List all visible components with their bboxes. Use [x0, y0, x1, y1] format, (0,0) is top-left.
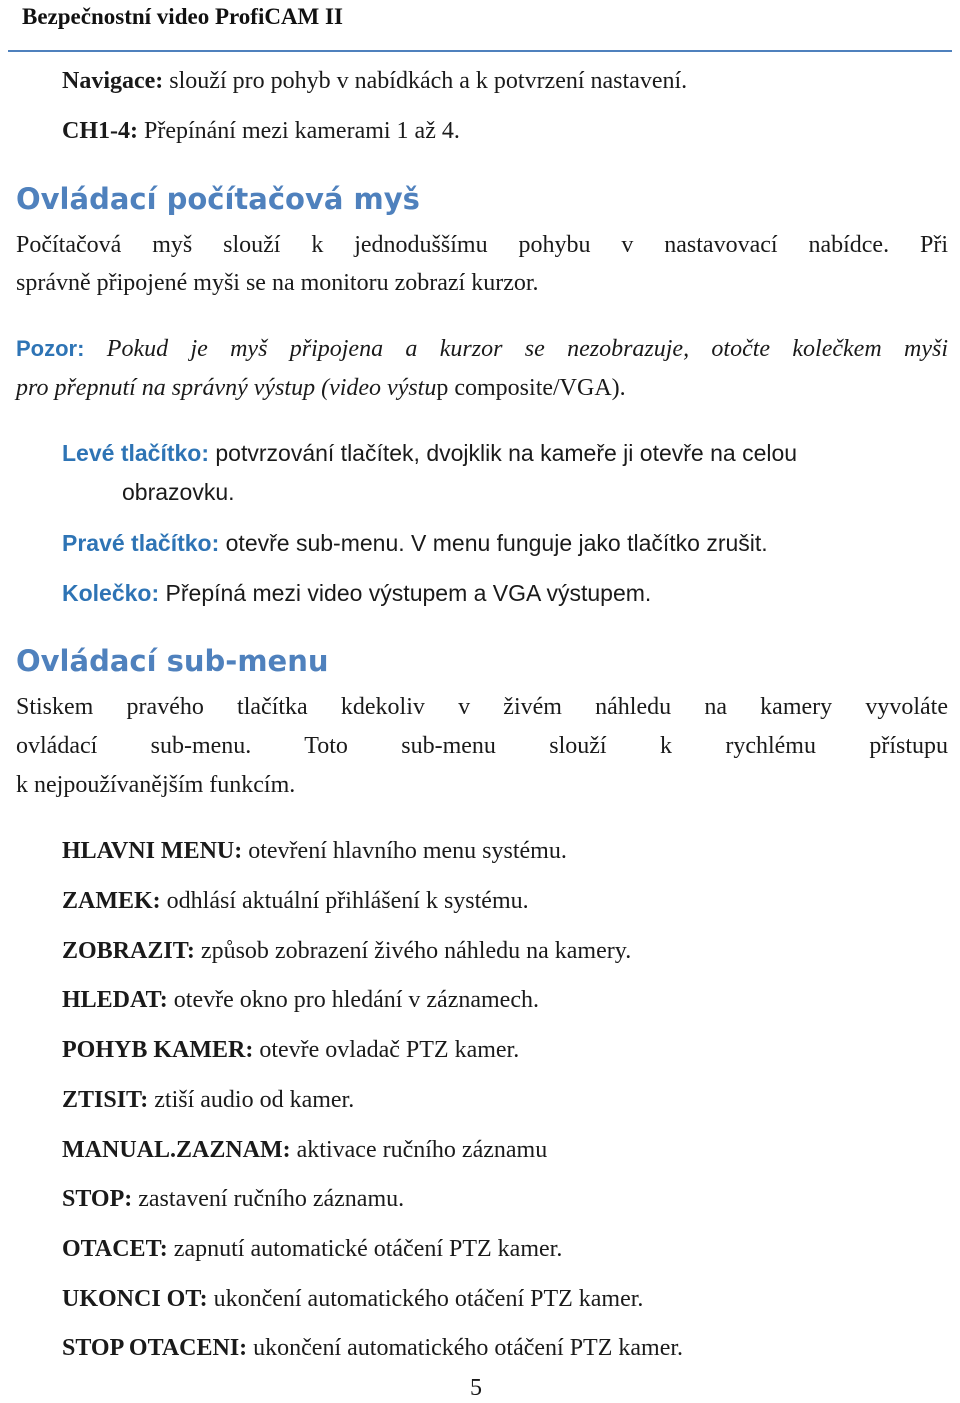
term: ZOBRAZIT: [62, 938, 195, 964]
paragraph-line: Počítačová myš slouží k jednoduššímu pohybu v nastavovací nabídce. Při [16, 232, 948, 258]
mouse-item-left-button-cont: obrazovku. [122, 479, 235, 505]
running-header: Bezpečnostní video ProfiCAM II [22, 4, 343, 29]
section-heading-submenu: Ovládací sub-menu [16, 644, 329, 678]
warning-line [16, 334, 948, 364]
paragraph-line: ovládací sub-menu. Toto sub-menu slouží k rychlému přístupu [16, 733, 948, 759]
submenu-item [62, 1184, 404, 1214]
description: aktivace ručního záznamu [290, 1137, 548, 1163]
description: otevření hlavního menu systému. [242, 838, 567, 864]
description: zapnutí automatické otáčení PTZ kamer. [167, 1236, 563, 1262]
term: Pravé tlačítko: [62, 530, 220, 556]
warning-term: Pozor: [16, 336, 85, 361]
term: STOP: [62, 1186, 133, 1212]
submenu-item [62, 1135, 547, 1165]
description: slouží pro pohyb v nabídkách a k potvrzení nastavení. [163, 68, 688, 94]
submenu-item [62, 936, 631, 966]
term: OTACET: [62, 1236, 168, 1262]
mouse-item-right-button [62, 528, 768, 558]
description: Přepínání mezi kamerami 1 až 4. [137, 118, 460, 144]
term: ZTISIT: [62, 1087, 149, 1113]
submenu-item [62, 1234, 562, 1264]
warning-line2 [16, 373, 626, 403]
warning-paragraph [16, 334, 948, 364]
remote-item-channels [62, 116, 460, 146]
remote-item-navigation [62, 66, 687, 96]
term: HLEDAT: [62, 987, 168, 1013]
term: ZAMEK: [62, 888, 161, 914]
description: otevře sub-menu. V menu funguje jako tlačítko zrušit. [219, 530, 768, 556]
submenu-item [62, 985, 539, 1015]
term: POHYB KAMER: [62, 1037, 254, 1063]
submenu-item [62, 1085, 354, 1115]
warning-text-italic: pro přepnutí na správný výstup (video výstu [16, 375, 437, 401]
description: ukončení automatického otáčení PTZ kamer. [207, 1286, 644, 1312]
submenu-item [62, 1035, 519, 1065]
submenu-item [62, 886, 529, 916]
submenu-item [62, 1333, 683, 1363]
term: Kolečko: [62, 580, 160, 606]
submenu-item [62, 836, 567, 866]
mouse-item-wheel [62, 578, 651, 608]
description: odhlásí aktuální přihlášení k systému. [160, 888, 529, 914]
warning-text-rest: p composite/VGA). [436, 375, 626, 401]
mouse-paragraph-line2: správně připojené myši se na monitoru zobrazí kurzor. [16, 270, 539, 296]
paragraph-line: Stiskem pravého tlačítka kdekoliv v živém náhledu na kamery vyvoláte [16, 694, 948, 720]
term: Levé tlačítko: [62, 440, 209, 466]
term: UKONCI OT: [62, 1286, 208, 1312]
description: způsob zobrazení živého náhledu na kamery. [194, 938, 632, 964]
mouse-paragraph [16, 230, 948, 260]
submenu-paragraph [16, 692, 948, 761]
submenu-paragraph-line3: k nejpoužívanějším funkcím. [16, 772, 296, 798]
term: MANUAL.ZAZNAM: [62, 1137, 291, 1163]
submenu-item [62, 1284, 643, 1314]
description: potvrzování tlačítek, dvojklik na kameře ji otevře na celou [209, 440, 798, 466]
term: STOP OTACENI: [62, 1335, 248, 1361]
page-number: 5 [470, 1375, 482, 1401]
term: CH1-4: [62, 118, 138, 144]
description: otevře okno pro hledání v záznamech. [167, 987, 539, 1013]
header-rule [8, 50, 952, 52]
mouse-item-left-button [62, 438, 797, 468]
description: Přepíná mezi video výstupem a VGA výstupem. [159, 580, 652, 606]
description: ztiší audio od kamer. [148, 1087, 355, 1113]
description: zastavení ručního záznamu. [132, 1186, 405, 1212]
description: otevře ovladač PTZ kamer. [253, 1037, 520, 1063]
warning-text: Pokud je myš připojena a kurzor se nezobrazuje, otočte kolečkem myši [84, 336, 948, 362]
section-heading-mouse: Ovládací počítačová myš [16, 182, 420, 216]
term: HLAVNI MENU: [62, 838, 243, 864]
term: Navigace: [62, 68, 164, 94]
description: ukončení automatického otáčení PTZ kamer. [247, 1335, 684, 1361]
